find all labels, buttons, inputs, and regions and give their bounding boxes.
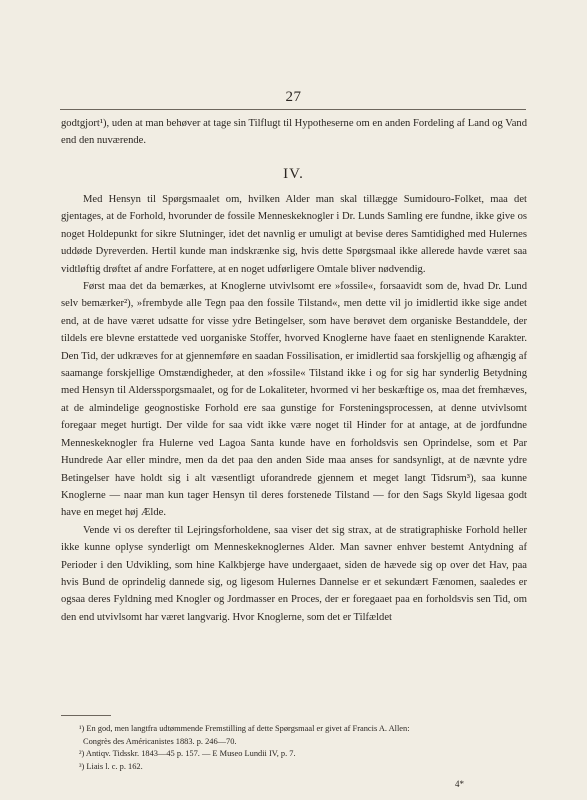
section-heading: IV. [283,166,304,182]
paragraph: Med Hensyn til Spørgsmaalet om, hvilken Alder man skal tillægge Sumidouro-Folket, maa det gjentages, at de Forhold, hvorunder de fossile Menneskeknogler i Dr. Lunds Samling ere fundne, ikke give os noget Holdepunkt for sikre Slutninger, idet det navnlig er umuligt at bevise deres Samtidighed med Hulernes uddøde Dyreverden. Hertil kunde man indskrænke sig, hvis dette Spørgsmaal ikke allerede havde været saa vidtløftig drøftet af andre Forfattere, at en noget udførligere Omtale bliver nødvendig. [61,194,527,275]
paragraph: Først maa det da bemærkes, at Knoglerne utvivlsomt ere »fossile«, forsaavidt som de, hvad Dr. Lund selv bemærker²), »frembyde alle Tegn paa den fossile Tilstand«, men dette vil jo imidlertid ikke sige andet end, at de have været udsatte for visse ydre Betingelser, som have berøvet dem organiske Bestanddele, der tildels ere blevne erstattede ved uorganiske Stoffer, hvorved Knoglerne have faaet en stenlignende Karakter. Den Tid, der udkræves for at gjennemføre en saadan Fossilisation, er imidlertid saa forskjellig og afhængig af saamange forskjellige Omstændigheder, at den »fossile« Tilstand ikke i og for sig har synderlig Betydning med Hensyn til Alderssporgsmaalet, og for de Lokaliteter, hvormed vi her beskæftige os, maa det fremhæves, at de almindelige geognostiske Forhold ere saa gunstige for Forsteningsprocessen, at denne utvivlsomt foregaar meget hurtigt. Der vilde for saa vidt ikke være noget til Hinder for at antage, at de jordfundne Menneskeknogler fra Hulerne ved Lagoa Santa kunde have en forholdsvis sen Oprindelse, som et Par Hundrede Aar eller mindre, men da det paa den anden Side maa anses for sandsynligt, at de nævnte ydre Betingelser have holdt sig i alt væsentligt uforandrede gjennem et meget langt Tidsrum³), saa kunne Knoglerne — naar man kun tager Hensyn til deres forstenede Tilstand — for den Sags Skyld ligesaa godt have en meget høj Ælde. [61,281,527,519]
footnote-text: ¹) En god, men langtfra udtømmende Fremstilling af dette Spørgsmaal er givet af Francis A. Allen: [79,724,410,733]
footnote [79,748,529,761]
footnote-text: ²) Antiqv. Tidsskr. 1843—45 p. 157. — E Museo Lundii IV, p. 7. [79,749,296,759]
printer-signature-mark: 4* [455,779,464,789]
intro-paragraph [61,115,527,150]
footnote-text: Congrès des Américanistes 1883. p. 246—70. [83,736,237,746]
paragraph: godtgjort¹), uden at man behøver at tage sin Tilflugt til Hypotheserne om en anden Fordeling af Land og Vand end den nuværende. [61,118,527,147]
paragraph: Vende vi os derefter til Lejringsforholdene, saa viser det sig strax, at de stratigraphiske Forhold heller ikke kunne oplyse synderligt om Menneskeknoglernes Alder. Man savner enhver bestemt Antydning af Perioder i den Udvikling, som hine Kalkbjerge have undergaaet, siden de hævede sig op over det Hav, paa hvis Bund de oprindelig dannede sig, og ligesom Hulernes Dannelse er et sekundært Fænomen, saaledes er ogsaa deres Fyldning med Knogler og Jordmasser en Proces, der er foregaaet paa en forholdsvis sen Tid, om den end utvivlsomt har været langvarig. Hvor Knoglerne, som det er Tilfældet [61,524,527,623]
footnote-text: ³) Liais l. c. p. 162. [79,761,143,771]
footnote-rule [61,715,111,716]
body-text [61,191,527,626]
header-rule [60,109,526,110]
page-number: 27 [285,89,302,105]
footnote [79,723,529,748]
footnotes [79,723,529,773]
footnote [79,761,529,774]
